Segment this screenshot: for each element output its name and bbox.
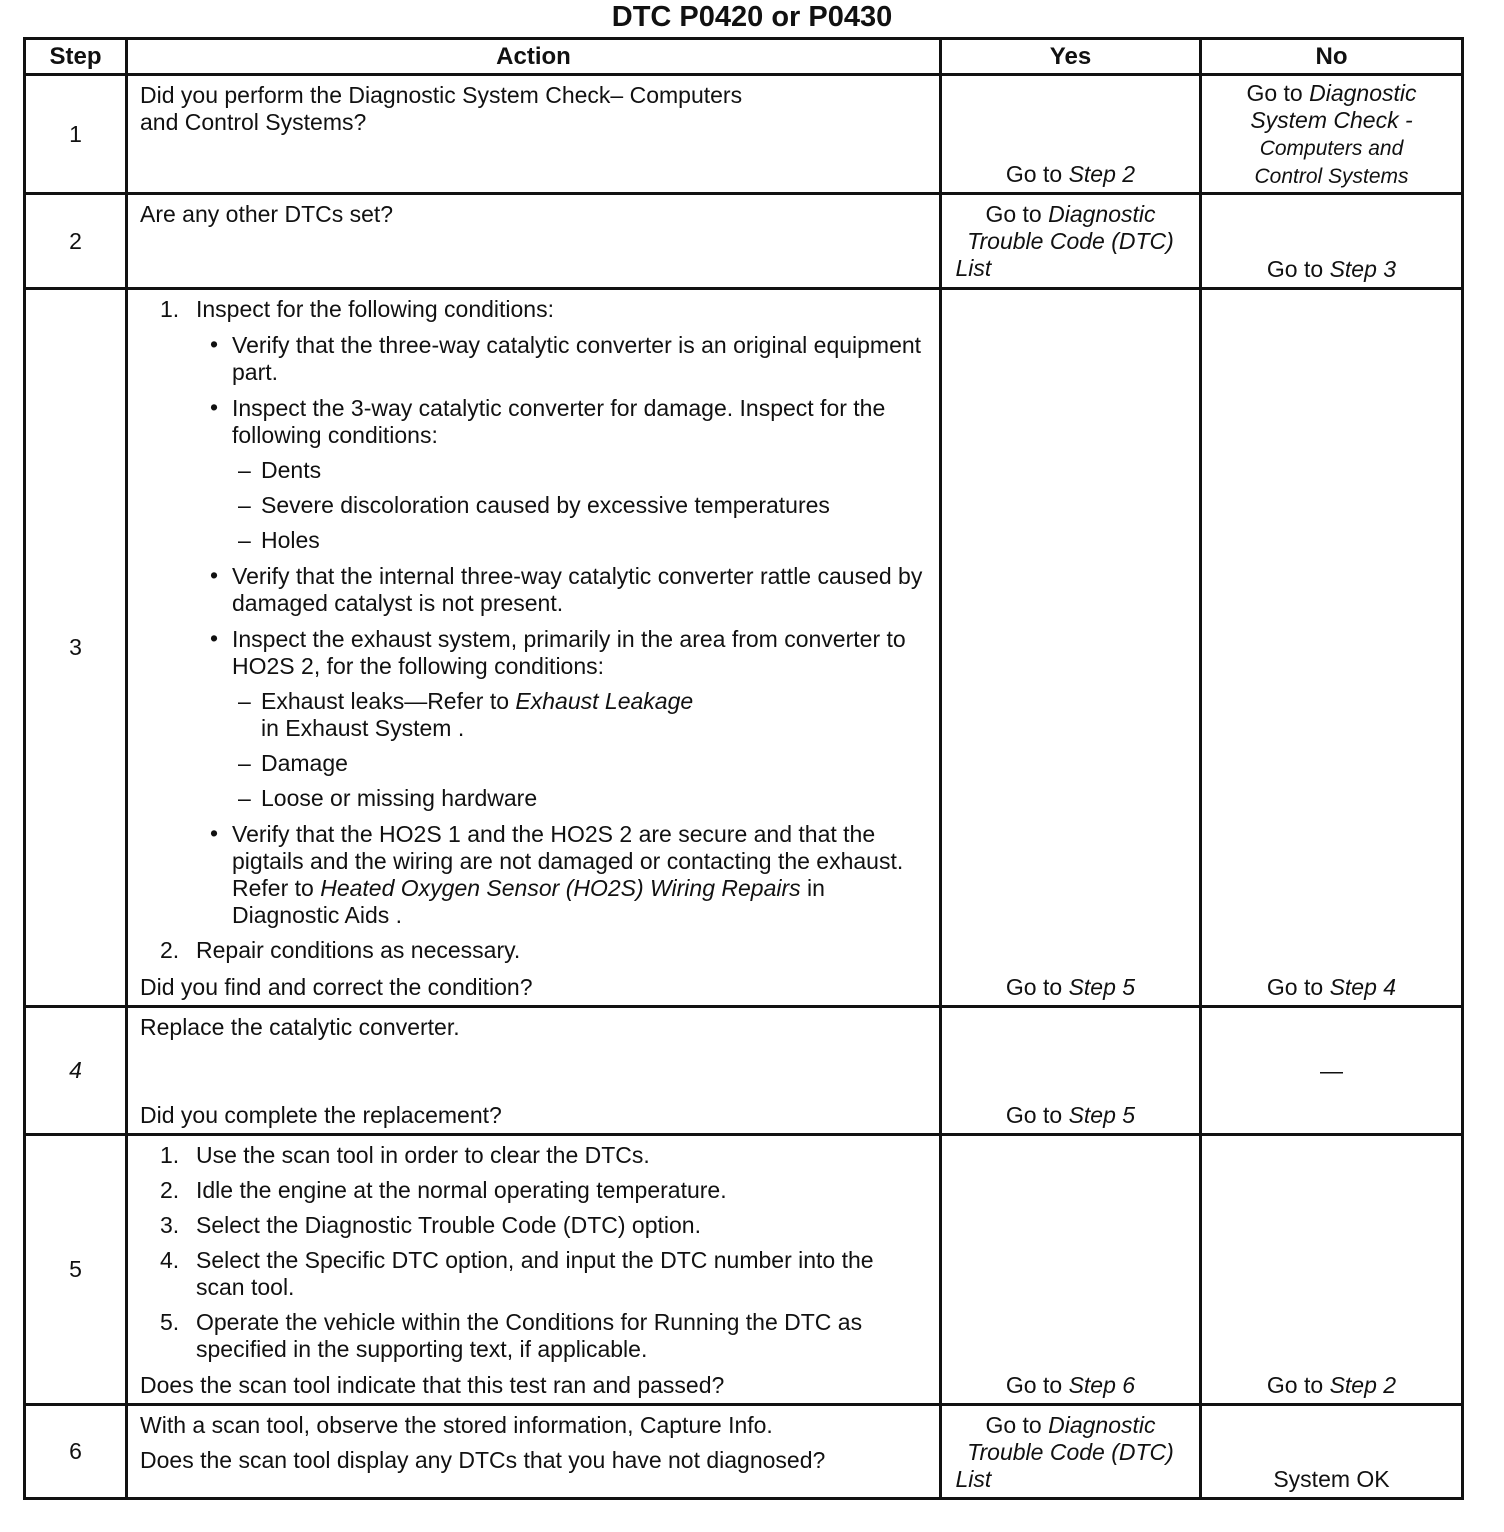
header-row [25, 39, 1463, 75]
no-action-dash: — [1320, 1057, 1343, 1083]
step-link[interactable]: Step 4 [1329, 974, 1397, 1000]
bullet-item: Verify that the three-way catalytic converter is an original equipment part. [232, 332, 922, 385]
list-item: Use the scan tool in order to clear the DTCs. [196, 1142, 650, 1168]
yes-cell: Go to Diagnostic Trouble Code (DTC) List [941, 1405, 1201, 1499]
table-row [25, 1135, 1463, 1405]
action-text: Are any other DTCs set? [140, 201, 394, 227]
list-item: Idle the engine at the normal operating temperature. [196, 1177, 727, 1203]
step-link[interactable]: Step 5 [1068, 1102, 1136, 1128]
diagnostic-table [23, 37, 1464, 1500]
action-cell [127, 194, 941, 289]
list-item: Operate the vehicle within the Conditions for Running the DTC as specified in the supporting text, if applicable. [196, 1309, 863, 1362]
action-text: and Control Systems? [140, 109, 367, 135]
step-number: 3 [25, 289, 127, 1007]
reference-link[interactable]: Trouble Code (DTC) [967, 1439, 1174, 1465]
step-number: 6 [25, 1405, 127, 1499]
question-text: Did you complete the replacement? [140, 1102, 502, 1128]
list-item: Select the Diagnostic Trouble Code (DTC) option. [196, 1212, 701, 1238]
list-item: Select the Specific DTC option, and input the DTC number into the scan tool. [196, 1247, 874, 1300]
table-row [25, 194, 1463, 289]
result-text: System OK [1273, 1466, 1390, 1492]
no-cell [1201, 1007, 1463, 1135]
yes-cell: Go to Step 5 [941, 289, 1201, 1007]
bullet-item: Inspect the 3-way catalytic converter for damage. Inspect for the following conditions: [232, 395, 886, 448]
bullet-item: Inspect the exhaust system, primarily in the area from converter to HO2S 2, for the following conditions: [232, 626, 906, 679]
yes-cell: Go to Diagnostic Trouble Code (DTC) List [941, 194, 1201, 289]
table-row [25, 1007, 1463, 1135]
page-title: DTC P0420 or P0430 [611, 1, 893, 33]
header-action: Action [127, 39, 941, 75]
reference-link[interactable]: Computers and [1259, 137, 1404, 160]
step-link[interactable]: Step 2 [1329, 1372, 1397, 1398]
no-cell: Go to Diagnostic System Check - Computers and Control Systems [1201, 75, 1463, 194]
list-item: Repair conditions as necessary. [196, 937, 521, 963]
yes-cell: Go to Step 2 [941, 75, 1201, 194]
reference-link[interactable]: Control Systems [1254, 165, 1409, 188]
sub-item: Dents [261, 457, 322, 483]
action-cell: 1. Use the scan tool in order to clear the DTCs. 2. Idle the engine at the normal operating temperature. 3. Select the Diagnostic Trouble Code (DTC) option. 4. Select the Specific DTC option, and input the DTC number into the scan tool. 5. Operate the vehicle within the Conditions for Running the DTC as specified in the supporting text, if applicable. Does the scan tool indicate that this test ran and passed? [127, 1135, 941, 1405]
header-no: No [1201, 39, 1463, 75]
action-text: Did you perform the Diagnostic System Check– Computers [140, 82, 743, 108]
step-number: 1 [25, 75, 127, 194]
reference-link[interactable]: Diagnostic [1048, 1412, 1156, 1438]
no-cell: Go to Step 3 [1201, 194, 1463, 289]
step-number: 2 [25, 194, 127, 289]
action-cell [127, 75, 941, 194]
question-text: Does the scan tool indicate that this test ran and passed? [140, 1372, 725, 1398]
yes-cell: Go to Step 5 [941, 1007, 1201, 1135]
action-text: Replace the catalytic converter. [140, 1014, 460, 1040]
reference-link[interactable]: Exhaust Leakage [515, 688, 694, 714]
reference-link[interactable]: Trouble Code (DTC) [967, 228, 1174, 254]
question-text: Does the scan tool display any DTCs that you have not diagnosed? [140, 1447, 826, 1473]
action-cell [127, 1405, 941, 1499]
reference-link[interactable]: List [955, 1466, 992, 1492]
no-cell [1201, 1405, 1463, 1499]
action-cell: 1. Inspect for the following conditions: • Verify that the three-way catalytic converter is an original equipment part. • Inspect the 3-way catalytic converter for damage. Inspect for the following conditions: – Dents – Severe discoloration caused by excessive temperatures – Holes • Verify that the internal three-way catalytic converter rattle caused by damaged catalyst is not present. • Inspect the exhaust system, primarily in the area from converter to HO2S 2, for the following conditions: – Exhaust leaks—Refer to Exhaust Leakage in Exhaust System . – Damage – Loose or missing hardware • Verify that the HO2S 1 and the HO2S 2 are secure and that the pigtails and the wiring are not damaged or contacting the exhaust. Refer to Heated Oxygen Sensor (HO2S) Wiring Repairs in Diagnostic Aids . 2. Repair conditions as necessary. Did you find and correct the condition? [127, 289, 941, 1007]
reference-link[interactable]: Diagnostic [1309, 80, 1417, 106]
reference-link[interactable]: Diagnostic [1048, 201, 1156, 227]
step-number: 5 [25, 1135, 127, 1405]
bullet-item: Verify that the internal three-way catalytic converter rattle caused by damaged catalyst is not present. [232, 563, 923, 616]
yes-cell: Go to Step 6 [941, 1135, 1201, 1405]
header-yes: Yes [941, 39, 1201, 75]
reference-link[interactable]: Heated Oxygen Sensor (HO2S) Wiring Repairs [320, 875, 801, 901]
question-text: Did you find and correct the condition? [140, 974, 533, 1000]
step-link[interactable]: Step 2 [1068, 161, 1136, 187]
step-link[interactable]: Step 5 [1068, 974, 1136, 1000]
step-number: 4 [25, 1007, 127, 1135]
step-link[interactable]: Step 3 [1329, 256, 1397, 282]
no-cell: Go to Step 4 [1201, 289, 1463, 1007]
reference-link[interactable]: List [955, 255, 992, 281]
table-row [25, 1405, 1463, 1499]
list-item: Inspect for the following conditions: [196, 296, 554, 322]
sub-item: Loose or missing hardware [261, 785, 538, 811]
sub-item: Holes [261, 527, 320, 553]
header-step: Step [25, 39, 127, 75]
reference-link[interactable]: System Check - [1250, 107, 1413, 133]
action-cell [127, 1007, 941, 1135]
table-row [25, 289, 1463, 1007]
no-cell: Go to Step 2 [1201, 1135, 1463, 1405]
sub-item: Damage [261, 750, 348, 776]
table-row [25, 75, 1463, 194]
step-link[interactable]: Step 6 [1068, 1372, 1136, 1398]
sub-item: Severe discoloration caused by excessive temperatures [261, 492, 830, 518]
action-text: With a scan tool, observe the stored information, Capture Info. [140, 1412, 773, 1438]
